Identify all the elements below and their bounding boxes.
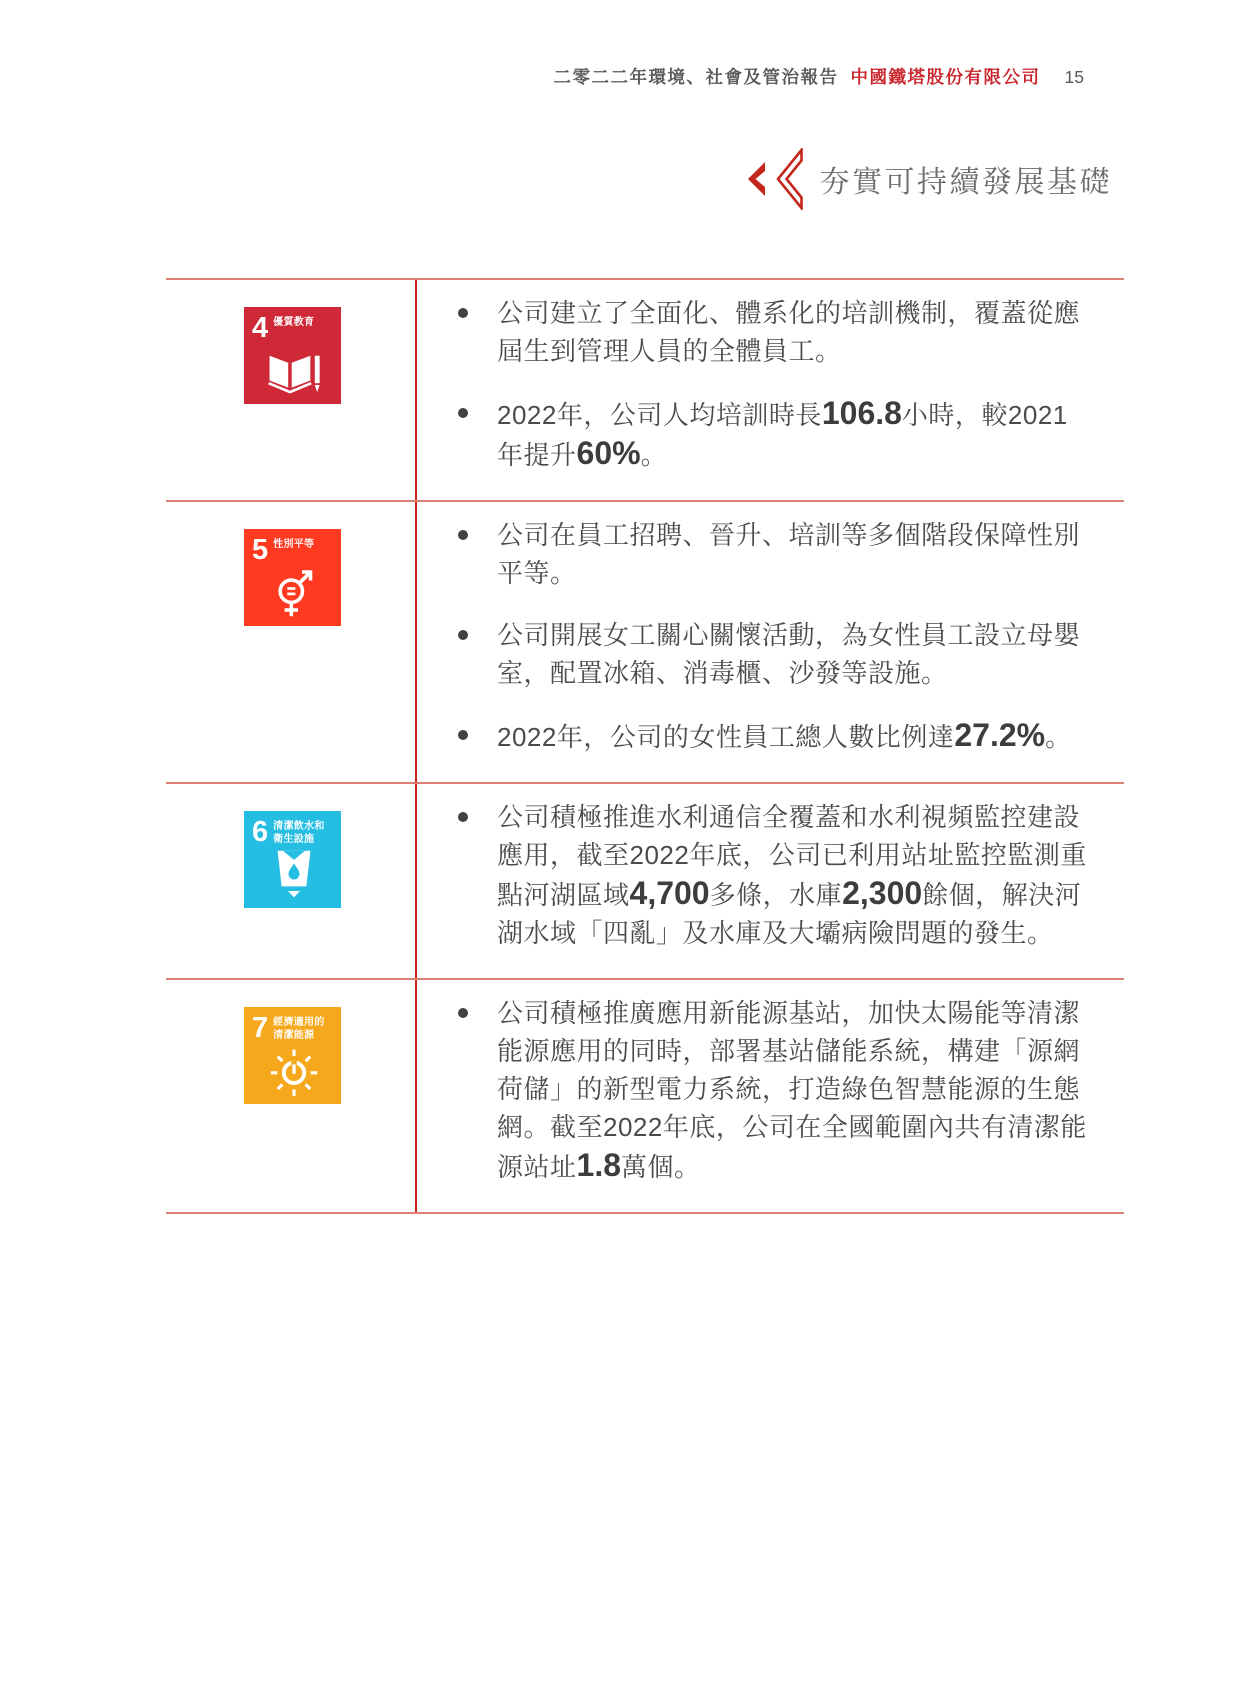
bullet-text: 。 (640, 440, 668, 470)
sdg-icon-box (244, 307, 341, 404)
sdg-label: 經濟適用的 清潔能源 (273, 1017, 325, 1041)
section-header (746, 148, 1113, 210)
bullet-list (417, 994, 1090, 1186)
bullet-item (417, 716, 1090, 756)
sdg-label: 優質教育 (273, 317, 315, 328)
bullet-text: 公司開展女工關心關懷活動，為女性員工設立母嬰室，配置冰箱、消毒櫃、沙發等設施。 (497, 620, 1081, 688)
sdg-icon-box (244, 529, 341, 626)
sdg-number: 7 (252, 1012, 269, 1044)
bullet-item (417, 994, 1090, 1186)
highlight-figure: 106.8 (821, 395, 902, 431)
sdg-text-column (415, 980, 1124, 1212)
sdg-table-row (166, 280, 1124, 502)
bullet-text: 公司積極推廣應用新能源基站，加快太陽能等清潔能源應用的同時，部署基站儲能系統，構建「源網荷儲」的新型電力系統，打造綠色智慧能源的生態網。截至2022年底，公司在全國範圍內共有清潔能源站址 (497, 998, 1087, 1182)
bullet-item (417, 516, 1090, 592)
bullet-text: 公司積極推進水利通信全覆蓋和水利視頻監控建設應用，截至2022年底，公司已利用站址監控監測重點河湖區域 (497, 802, 1087, 910)
book-and-pencil-icon (252, 344, 335, 394)
sdg-text-column (415, 502, 1124, 782)
sdg-label: 清潔飲水和 衛生設施 (273, 821, 325, 845)
bullet-text: 小時，較2021年提升 (497, 400, 1068, 470)
sdg-text-column (415, 784, 1124, 978)
bullet-list (417, 516, 1090, 756)
bullet-text: 萬個。 (621, 1152, 701, 1182)
running-header (554, 64, 1084, 89)
chevron-left-solid-icon (746, 161, 766, 197)
highlight-figure: 1.8 (576, 1147, 621, 1183)
highlight-figure: 60% (576, 435, 641, 471)
highlight-figure: 27.2% (954, 717, 1046, 753)
bullet-text: 公司建立了全面化、體系化的培訓機制，覆蓋從應屆生到管理人員的全體員工。 (497, 298, 1081, 366)
sdg-table-row (166, 784, 1124, 980)
section-title: 夯實可持續發展基礎 (819, 166, 1112, 199)
highlight-figure: 2,300 (842, 875, 923, 911)
bullet-text: 公司在員工招聘、晉升、培訓等多個階段保障性別平等。 (497, 520, 1081, 588)
chevron-left-outline-icon (773, 148, 803, 210)
sdg-icon-column (166, 502, 415, 782)
bullet-item (417, 798, 1090, 952)
sdg-number: 4 (252, 312, 269, 344)
sdg-icon-column (166, 980, 415, 1212)
bullet-text: 多條，水庫 (709, 880, 843, 910)
bullet-item (417, 616, 1090, 692)
sdg-text-column (415, 280, 1124, 500)
highlight-figure: 4,700 (629, 875, 710, 911)
bullet-text: 。 (1045, 722, 1072, 752)
bullet-text: 2022年，公司人均培訓時長 (497, 400, 822, 430)
company-name: 中國鐵塔股份有限公司 (850, 67, 1041, 87)
gender-equality-icon (252, 566, 335, 620)
water-glass-icon (252, 848, 335, 901)
sdg-icon-box (244, 811, 341, 908)
bullet-text: 餘個，解決河湖水域「四亂」及水庫及大壩病險問題的發生。 (497, 880, 1082, 948)
bullet-list (417, 798, 1090, 952)
bullet-list (417, 294, 1090, 474)
sdg-label: 性別平等 (273, 539, 315, 550)
report-title: 二零二二年環境、社會及管治報告 (553, 67, 839, 87)
bullet-item (417, 394, 1090, 474)
sun-energy-icon (252, 1044, 335, 1096)
sdg-number: 5 (252, 534, 269, 566)
sdg-icon-column (166, 784, 415, 978)
sdg-table-row (166, 980, 1124, 1214)
sdg-table (166, 278, 1124, 1214)
sdg-icon-box (244, 1007, 341, 1104)
sdg-icon-column (166, 280, 415, 500)
sdg-table-row (166, 502, 1124, 784)
bullet-item (417, 294, 1090, 370)
sdg-number: 6 (252, 816, 269, 848)
page-number: 15 (1064, 67, 1084, 87)
bullet-text: 2022年，公司的女性員工總人數比例達 (497, 722, 955, 752)
